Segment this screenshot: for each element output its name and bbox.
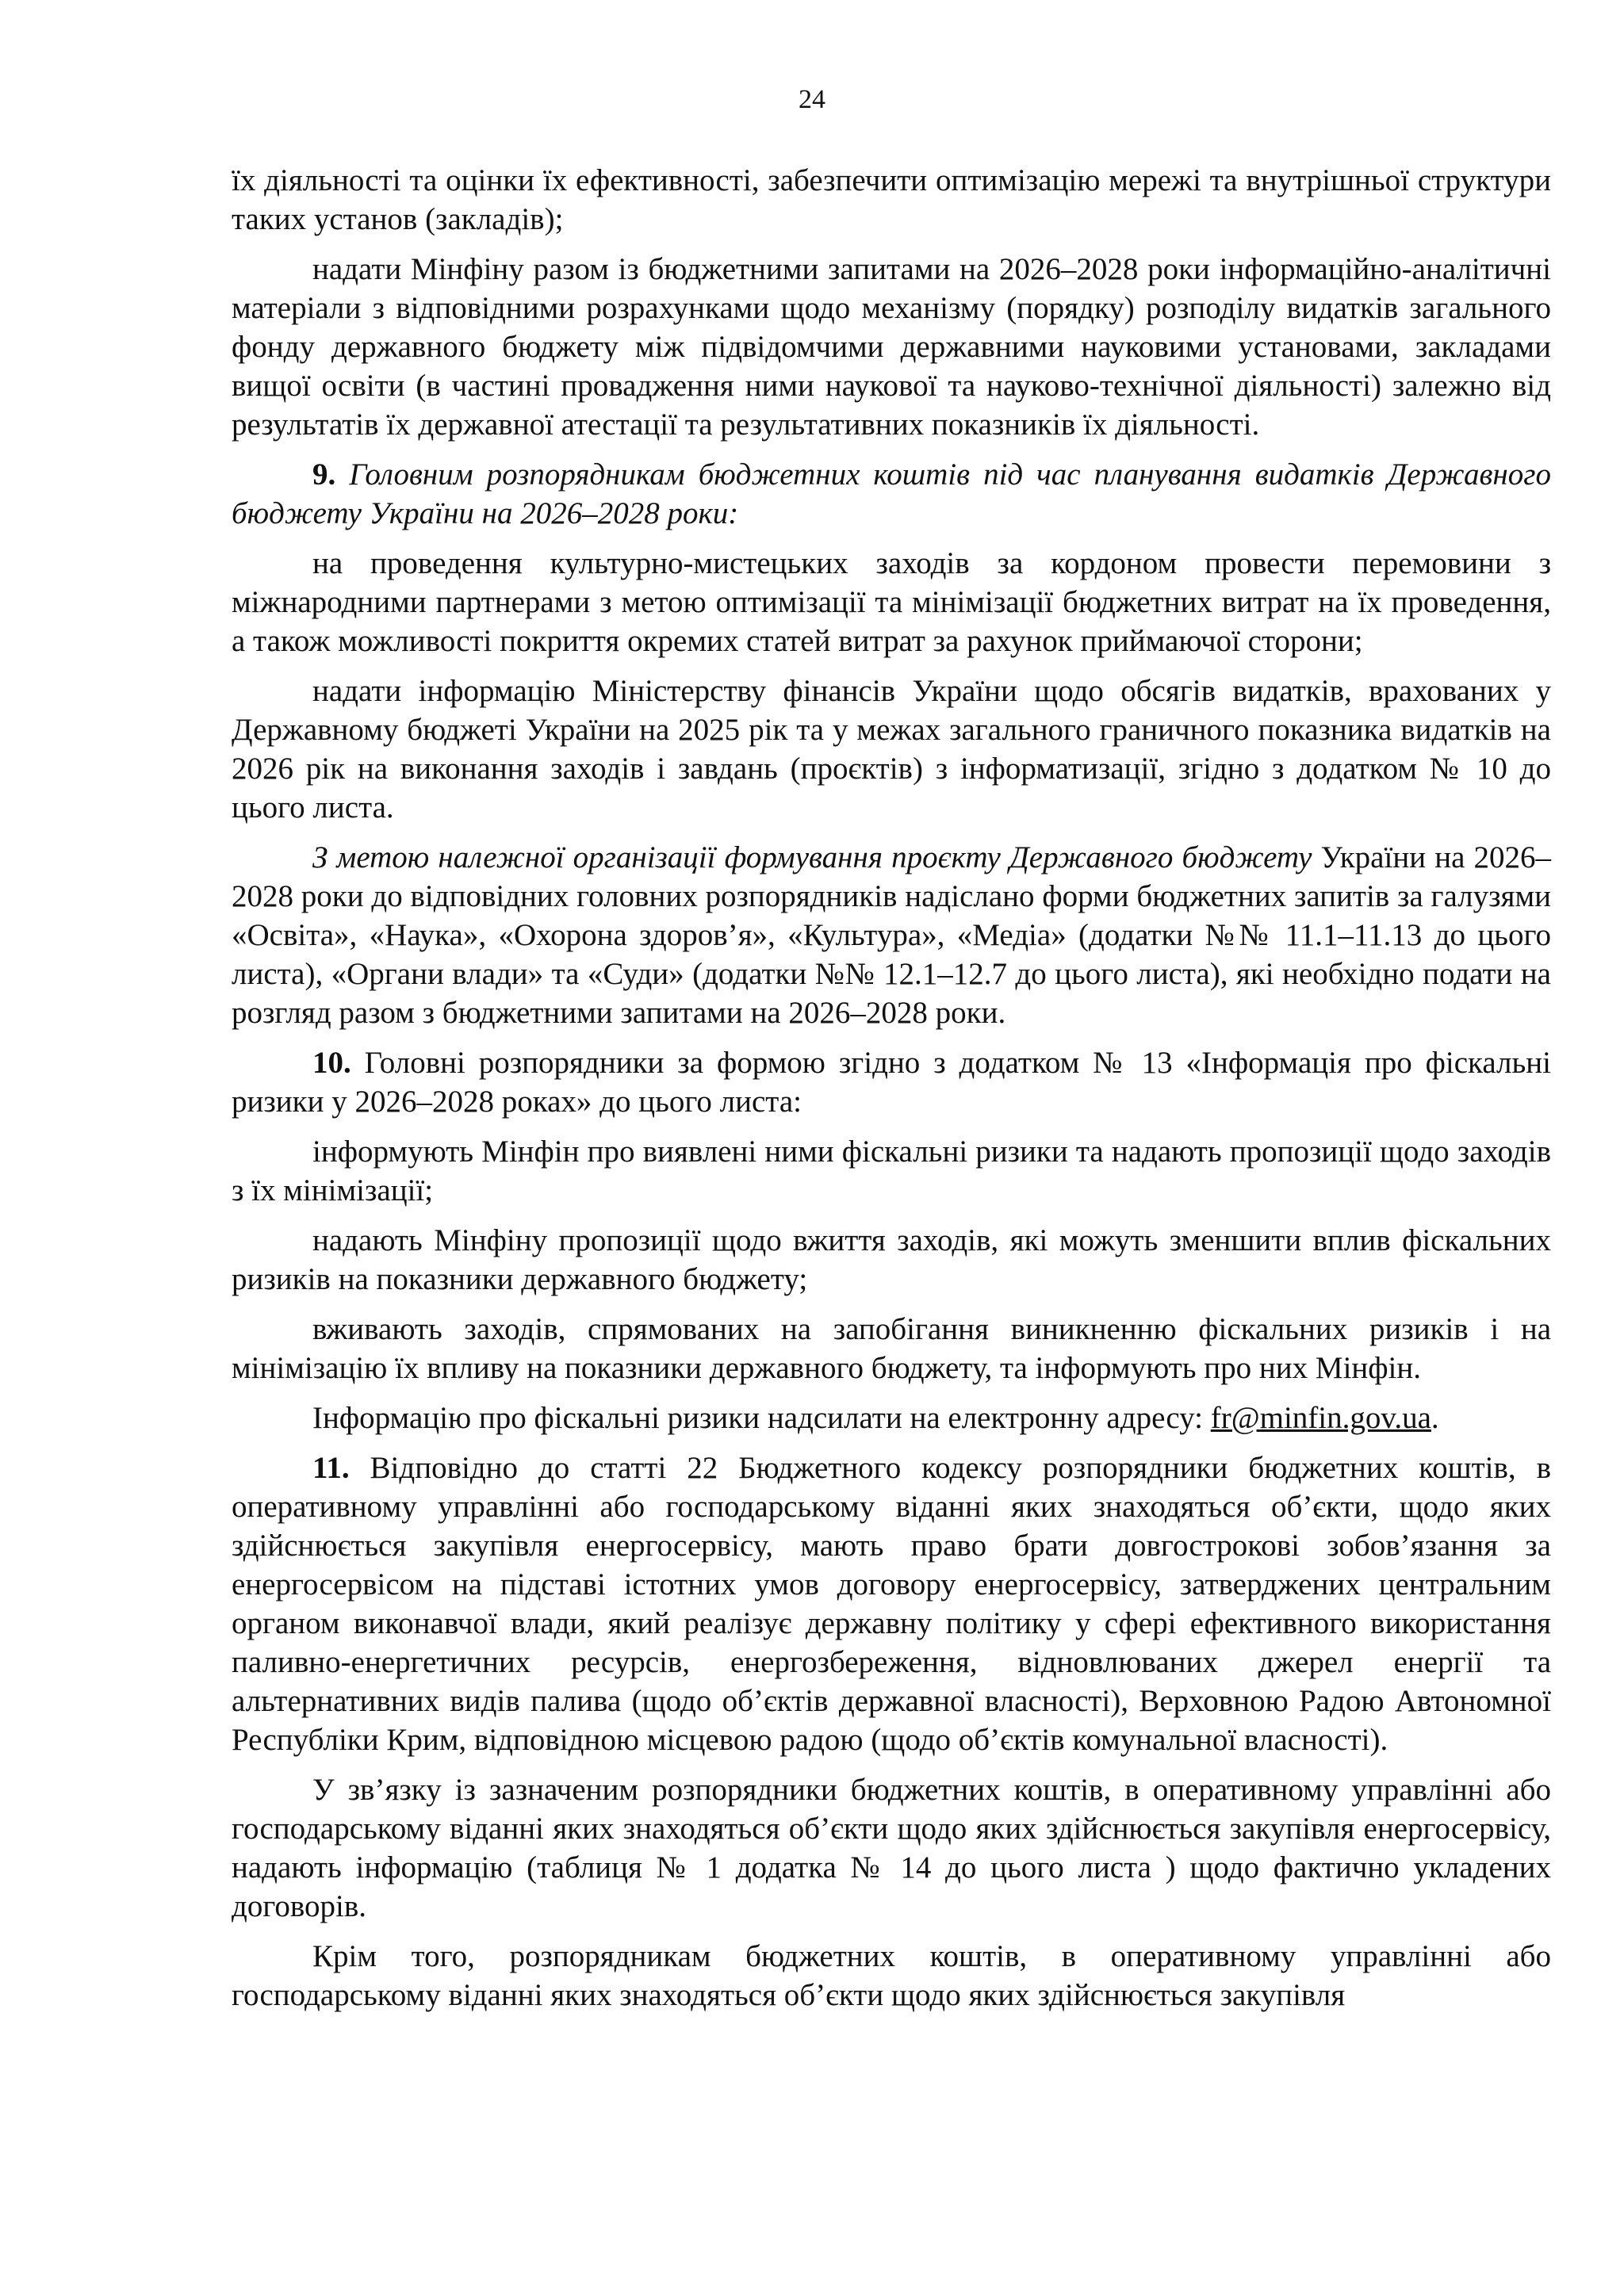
italic-phrase: З метою належної організації формування проєкту Державного бюджету bbox=[312, 840, 1312, 874]
section-11: 11. Відповідно до статті 22 Бюджетного кодексу розпорядники бюджетних коштів, в оперативному управлінні або господарському віданні яких знаходяться об’єкти, щодо яких здійснюється закупівля енергосервісу, мають право брати довгострокові зобов’язання за енергосервісом на підставі істотних умов договору енергосервісу, затверджених центральним органом виконавчої влади, який реалізує державну політику у сфері ефективного використання паливно-енергетичних ресурсів, енергозбереження, відновлюваних джерел енергії та альтернативних видів палива (щодо об’єктів державної власності), Верховною Радою Автономної Республіки Крим, відповідною місцевою радою (щодо об’єктів комунальної власності). bbox=[232, 1451, 1551, 1757]
paragraph: надати Мінфіну разом із бюджетними запитами на 2026–2028 роки інформаційно-аналітичні матеріали з відповідними розрахунками щодо механізму (порядку) розподілу видатків загального фонду державного бюджету між підвідомчими державними науковими установами, закладами вищої освіти (в частині провадження ними наукової та науково-технічної діяльності) залежно від результатів їх державної атестації та результативних показників їх діяльності. bbox=[232, 252, 1551, 442]
paragraph: інформують Мінфін про виявлені ними фіскальні ризики та надають пропозиції щодо заходів з їх мінімізації; bbox=[232, 1135, 1551, 1207]
paragraph: надати інформацію Міністерству фінансів України щодо обсягів видатків, врахованих у Державному бюджеті України на 2025 рік та у межах загального граничного показника видатків на 2026 рік на виконання заходів і завдань (проєктів) з інформатизації, згідно з додатком № 10 до цього листа. bbox=[232, 674, 1551, 825]
paragraph: на проведення культурно-мистецьких заходів за кордоном провести перемовини з міжнародними партнерами з метою оптимізації та мінімізації бюджетних витрат на їх проведення, а також можливості покриття окремих статей витрат за рахунок приймаючої сторони; bbox=[232, 546, 1551, 658]
paragraph: вживають заходів, спрямованих на запобігання виникненню фіскальних ризиків і на мінімізацію їх впливу на показники державного бюджету, та інформують про них Мінфін. bbox=[232, 1312, 1551, 1385]
document-body bbox=[232, 161, 1551, 2026]
page-number: 24 bbox=[799, 85, 825, 114]
section-number: 9. bbox=[312, 457, 336, 492]
section-number: 10. bbox=[312, 1046, 351, 1080]
paragraph: У зв’язку із зазначеним розпорядники бюджетних коштів, в оперативному управлінні або господарському віданні яких знаходяться об’єкти щодо яких здійснюється закупівля енергосервісу, надають інформацію (таблиця № 1 додатка № 14 до цього листа ) щодо фактично укладених договорів. bbox=[232, 1773, 1551, 1923]
paragraph: їх діяльності та оцінки їх ефективності, забезпечити оптимізацію мережі та внутрішньої структури таких установ (закладів); bbox=[232, 163, 1551, 236]
email-link[interactable]: fr@minfin.gov.ua bbox=[1210, 1401, 1431, 1435]
section-number: 11. bbox=[312, 1451, 350, 1485]
paragraph: Інформацію про фіскальні ризики надсилати на електронну адресу: fr@minfin.gov.ua. bbox=[312, 1401, 1439, 1435]
paragraph: Крім того, розпорядникам бюджетних коштів, в оперативному управлінні або господарському віданні яких знаходяться об’єкти щодо яких здійснюється закупівля bbox=[232, 1939, 1551, 2012]
paragraph: надають Мінфіну пропозиції щодо вжиття заходів, які можуть зменшити вплив фіскальних ризиків на показники державного бюджету; bbox=[232, 1223, 1551, 1296]
paragraph: З метою належної організації формування проєкту Державного бюджету України на 2026–2028 роки до відповідних головних розпорядників надіслано форми бюджетних запитів за галузями «Освіта», «Наука», «Охорона здоров’я», «Культура», «Медіа» (додатки №№ 11.1–11.13 до цього листа), «Органи влади» та «Суди» (додатки №№ 12.1–12.7 до цього листа), які необхідно подати на розгляд разом з бюджетними запитами на 2026–2028 роки. bbox=[232, 840, 1552, 1030]
section-9-heading: 9. Головним розпорядникам бюджетних коштів під час планування видатків Державного бюджету України на 2026–2028 роки: bbox=[232, 457, 1551, 530]
section-10: 10. Головні розпорядники за формою згідно з додатком № 13 «Інформація про фіскальні ризики у 2026–2028 роках» до цього листа: bbox=[232, 1046, 1551, 1119]
